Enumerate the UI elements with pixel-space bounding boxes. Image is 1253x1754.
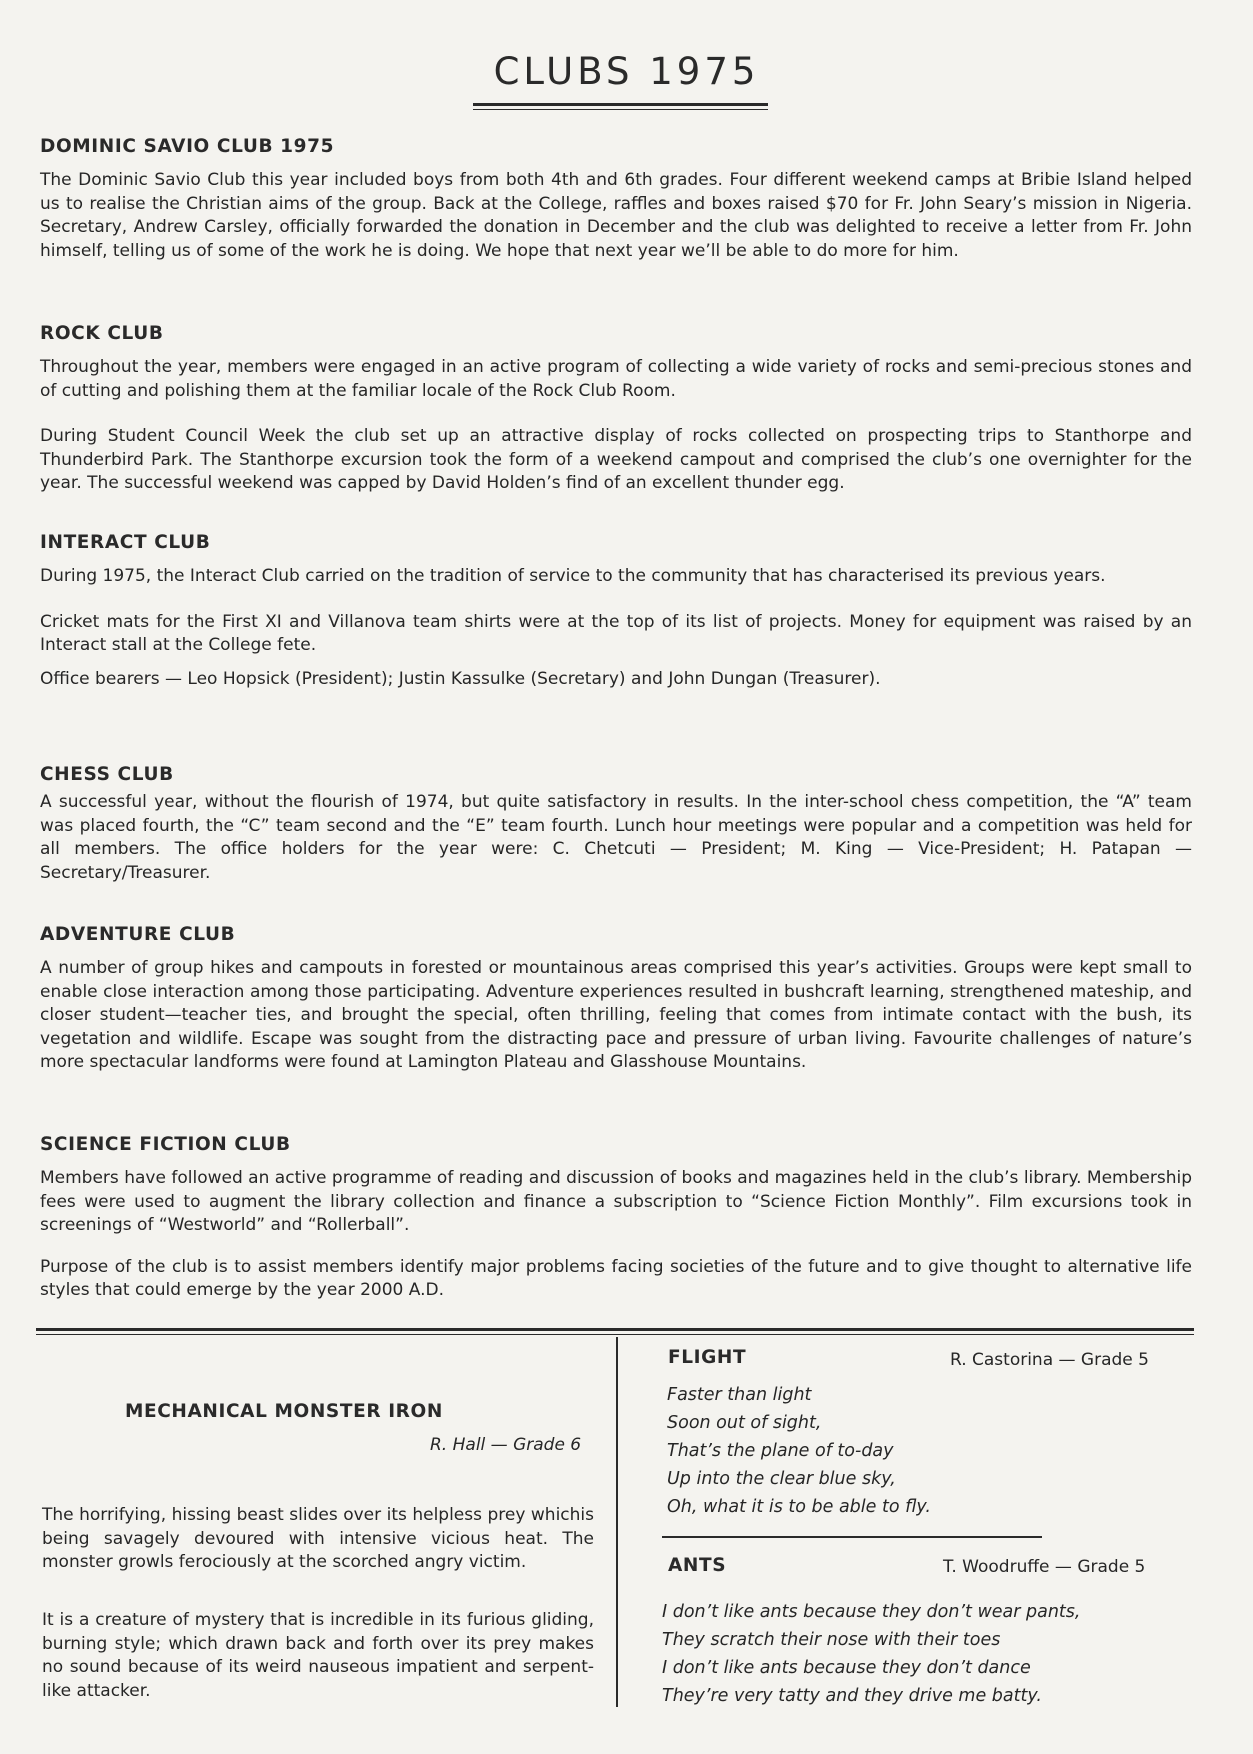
- column-divider: [616, 1337, 618, 1707]
- section-paragraph: A number of group hikes and campouts in forested or mountainous areas comprised this year’s activities. Groups were kept small to enable close interaction among those participating. Adventure experiences resulted in bushcraft learning, strengthened mateship, and closer student—teacher ties, and brought the special, often thrilling, feeling that comes from intimate contact with the bush, its vegetation and wildlife. Escape was sought from the distracting pace and pressure of urban living. Favourite challenges of nature’s more spectacular landforms were found at Lamington Plateau and Glasshouse Mountains.: [40, 958, 1192, 1072]
- mechanical-monster-paragraph: It is a creature of mystery that is incredible in its furious gliding, burning style; which drawn back and forth over its prey makes no sound because of its weird nauseous impatient and serpent-like attacker.: [42, 1610, 594, 1701]
- section-dominic-savio-club: [40, 136, 1192, 263]
- poem-line: They scratch their nose with their toes: [662, 1630, 1001, 1650]
- poem-line: That’s the plane of to-day: [667, 1441, 894, 1461]
- poem-line: They’re very tatty and they drive me batty.: [662, 1686, 1042, 1706]
- poem-line: Faster than light: [667, 1385, 812, 1405]
- section-heading: ADVENTURE CLUB: [40, 924, 236, 945]
- mechanical-monster-paragraph: The horrifying, hissing beast slides over its helpless prey whichis being savagely devoured with intensive vicious heat. The monster growls ferociously at the scorched angry victim.: [42, 1505, 594, 1572]
- section-paragraph: Office bearers — Leo Hopsick (President); Justin Kassulke (Secretary) and John Dungan (Treasurer).: [40, 668, 881, 689]
- mechanical-monster-credit: R. Hall — Grade 6: [430, 1435, 582, 1455]
- section-paragraph: Cricket mats for the First XI and Villanova team shirts were at the top of its list of projects. Money for equipment was raised by an Interact stall at the College fete.: [40, 611, 1192, 655]
- section-adventure-club: [40, 924, 1192, 1075]
- ants-credit: T. Woodruffe — Grade 5: [943, 1557, 1146, 1577]
- poem-line: I don’t like ants because they don’t dance: [662, 1658, 1031, 1678]
- poem-line: Soon out of sight,: [667, 1413, 822, 1433]
- section-paragraph: The Dominic Savio Club this year included boys from both 4th and 6th grades. Four different weekend camps at Bribie Island helped us to realise the Christian aims of the group. Back at the College, raffles and boxes raised $70 for Fr. John Seary’s mission in Nigeria. Secretary, Andrew Carsley, officially forwarded the donation in December and the club was delighted to receive a letter from Fr. John himself, telling us of some of the work he is doing. We hope that next year we’ll be able to do more for him.: [40, 170, 1192, 261]
- ants-poem: [662, 1598, 1080, 1710]
- title-underline: [473, 103, 768, 106]
- poem-line: Oh, what it is to be able to fly.: [667, 1497, 931, 1517]
- title-underline-thin: [473, 109, 768, 110]
- section-heading: INTERACT CLUB: [40, 532, 211, 553]
- section-heading: SCIENCE FICTION CLUB: [40, 1134, 291, 1155]
- section-paragraph: Purpose of the club is to assist members identify major problems facing societies of the future and to give thought to alternative life styles that could emerge by the year 2000 A.D.: [40, 1256, 1192, 1300]
- divider-rule-thin: [36, 1334, 1194, 1335]
- poem-line: Up into the clear blue sky,: [667, 1469, 896, 1489]
- section-paragraph: A successful year, without the flourish of 1974, but quite satisfactory in results. In the inter-school chess competition, the “A” team was placed fourth, the “C” team second and the “E” team fourth. Lunch hour meetings were popular and a competition was held for all members. The office holders for the year were: C. Chetcuti — President; M. King — Vice-President; H. Patapan — Secretary/Treasurer.: [40, 792, 1192, 883]
- section-heading: CHESS CLUB: [40, 764, 174, 785]
- section-rock-club: [40, 323, 1192, 496]
- poem-line: I don’t like ants because they don’t wear pants,: [662, 1602, 1081, 1622]
- ants-title: ANTS: [668, 1555, 727, 1576]
- page-title: CLUBS 1975: [493, 50, 760, 93]
- flight-credit: R. Castorina — Grade 5: [950, 1350, 1149, 1370]
- section-paragraph: Members have followed an active programme of reading and discussion of books and magazines held in the club’s library. Membership fees were used to augment the library collection and finance a subscription to “Science Fiction Monthly”. Film excursions took in screenings of “Westworld” and “Rollerball”.: [40, 1168, 1192, 1235]
- section-paragraph: Throughout the year, members were engaged in an active program of collecting a wide variety of rocks and semi-precious stones and of cutting and polishing them at the familiar locale of the Rock Club Room.: [40, 357, 1192, 401]
- section-chess-club: [40, 764, 1192, 885]
- section-paragraph: During 1975, the Interact Club carried on the tradition of service to the community that has characterised its previous years.: [40, 566, 1106, 586]
- section-paragraph: During Student Council Week the club set up an attractive display of rocks collected on prospecting trips to Stanthorpe and Thunderbird Park. The Stanthorpe excursion took the form of a weekend campout and comprised the club’s one overnighter for the year. The successful weekend was capped by David Holden’s find of an excellent thunder egg.: [40, 426, 1192, 493]
- flight-title: FLIGHT: [668, 1347, 747, 1368]
- flight-poem: [667, 1381, 931, 1521]
- section-heading: ROCK CLUB: [40, 323, 164, 344]
- section-science-fiction-club: [40, 1134, 1192, 1303]
- section-heading: DOMINIC SAVIO CLUB 1975: [40, 136, 335, 157]
- divider-rule: [36, 1328, 1194, 1331]
- poem-separator: [662, 1536, 1042, 1538]
- mechanical-monster-title: MECHANICAL MONSTER IRON: [125, 1401, 443, 1422]
- section-interact-club: [40, 532, 1192, 691]
